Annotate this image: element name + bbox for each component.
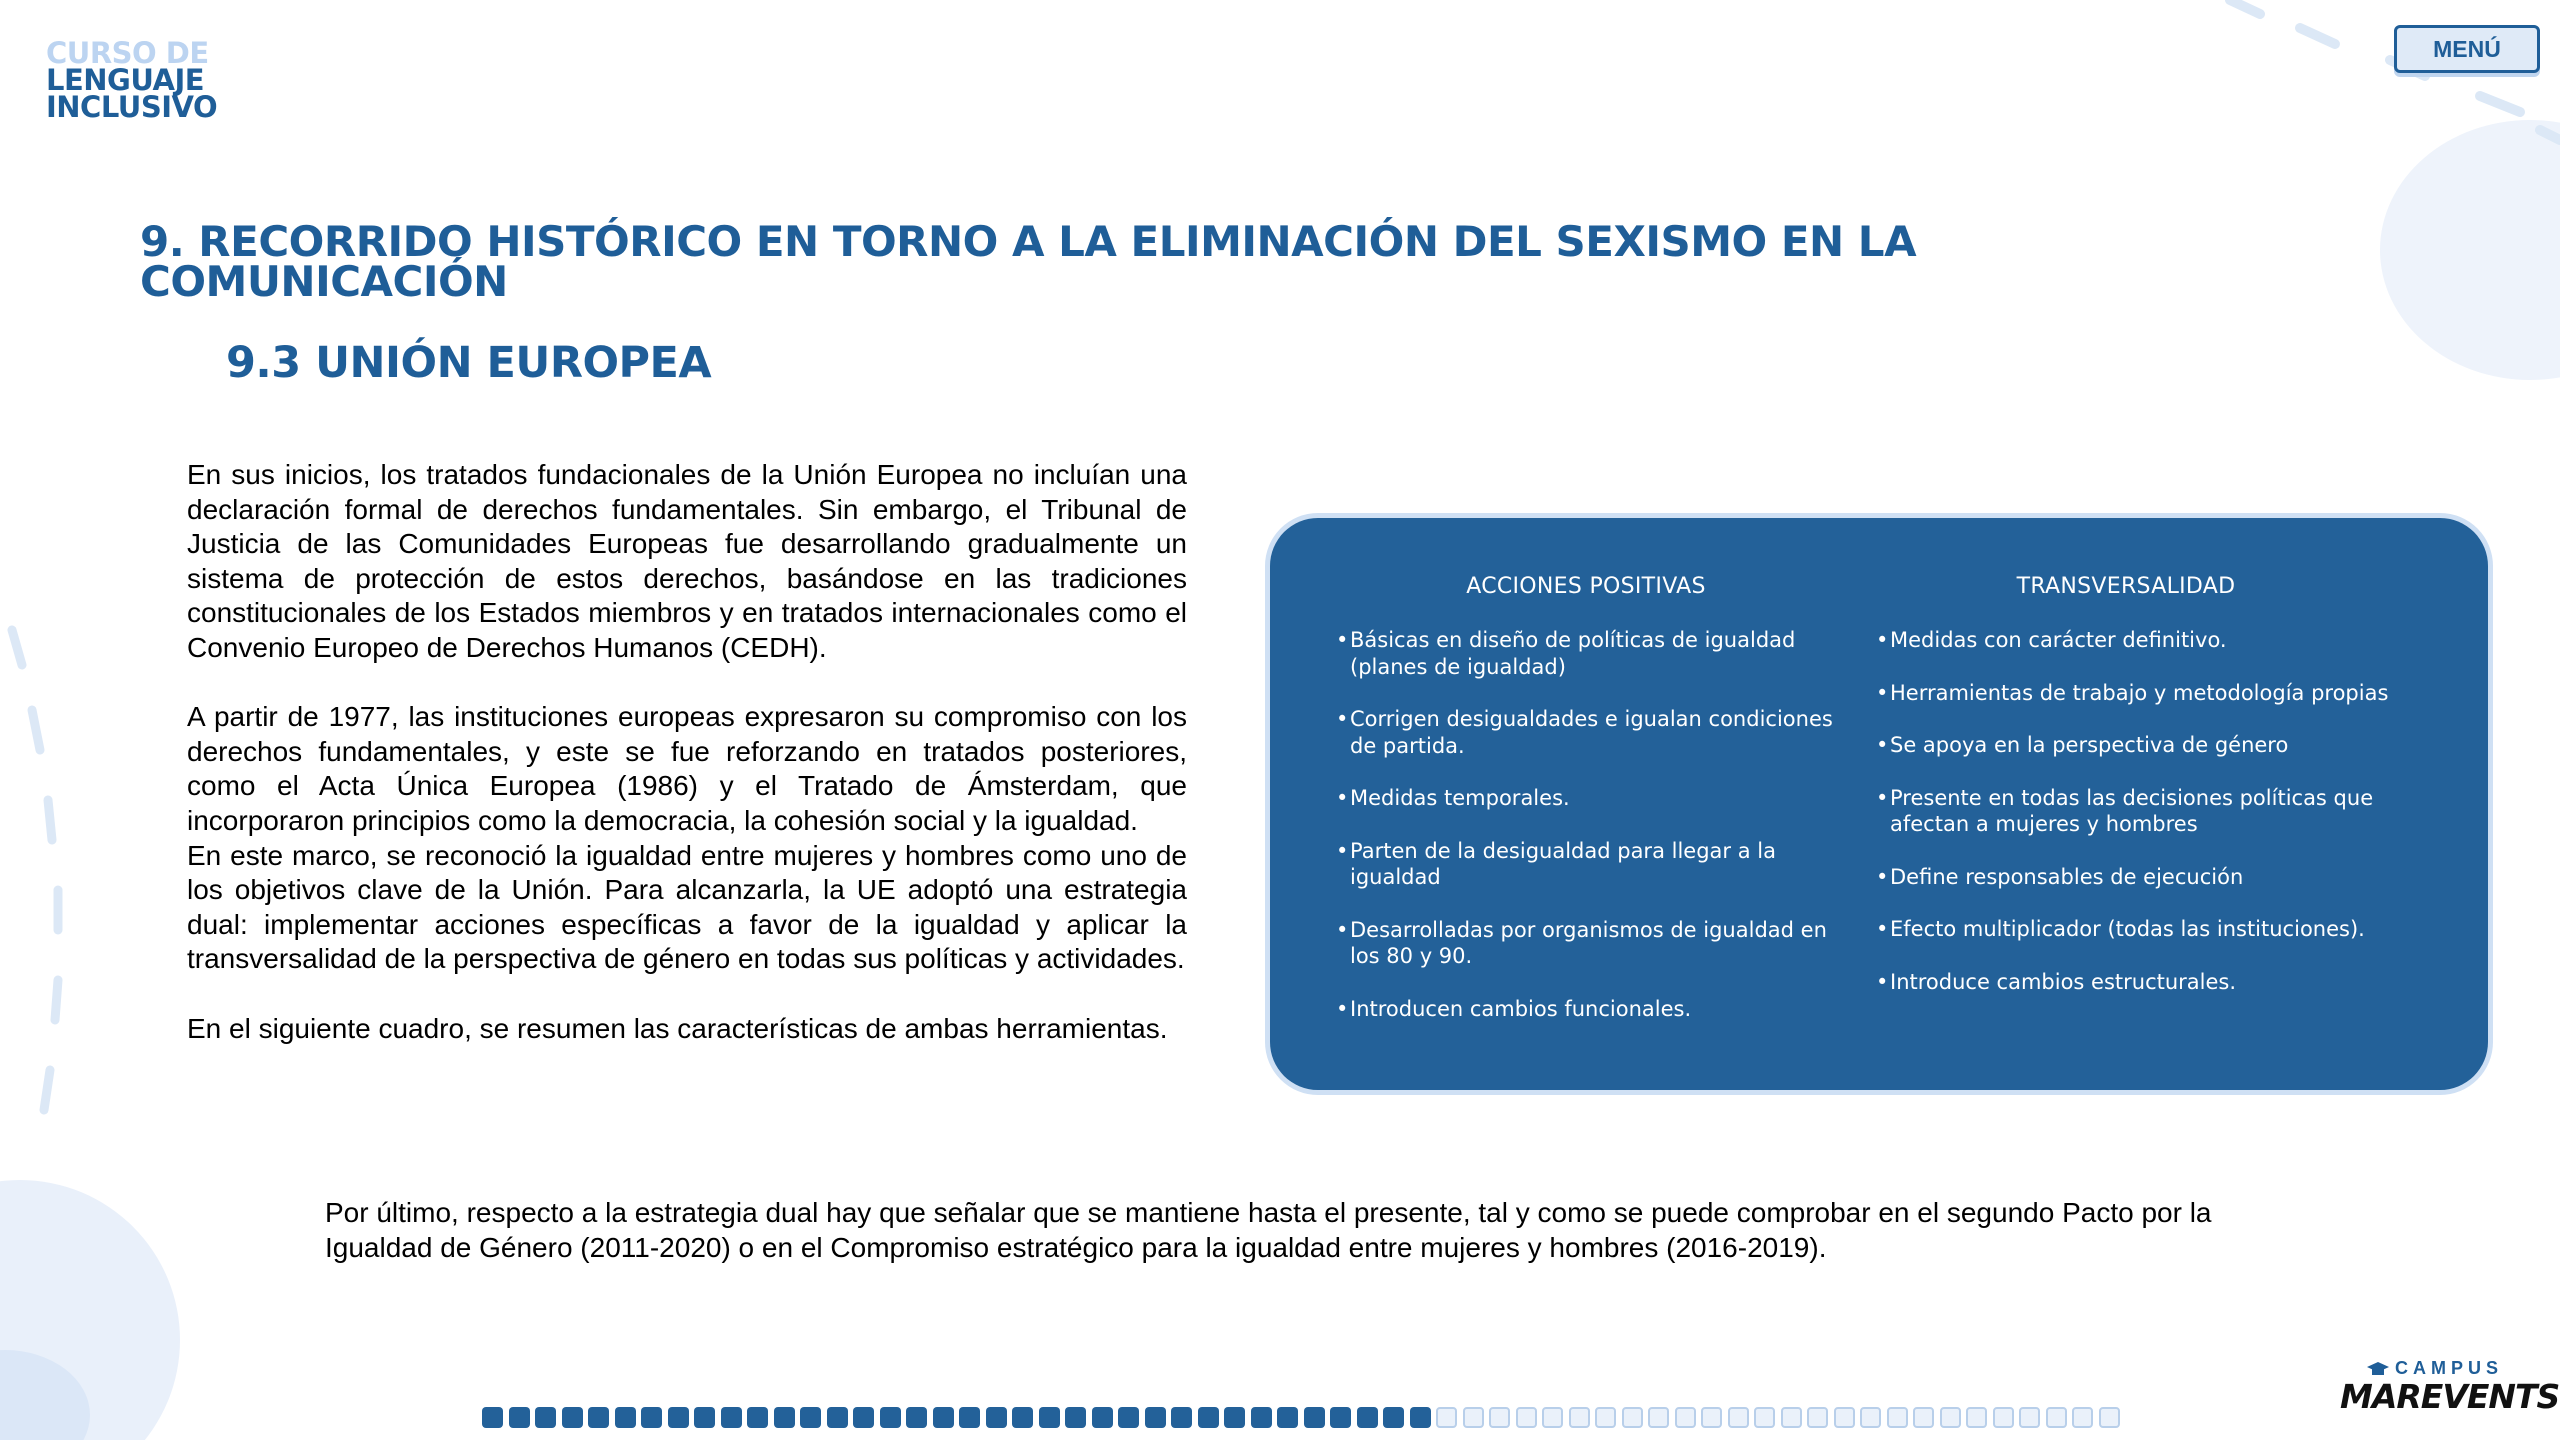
progress-step[interactable] [615,1407,636,1428]
list-item: • Herramientas de trabajo y metodología propias [1876,680,2446,707]
list-item: • Parten de la desigualdad para llegar a la igualdad [1336,838,1836,891]
list-item: • Define responsables de ejecución [1876,864,2446,891]
progress-step[interactable] [1012,1407,1033,1428]
progress-step[interactable] [1463,1407,1484,1428]
progress-step[interactable] [588,1407,609,1428]
progress-step[interactable] [1357,1407,1378,1428]
progress-step[interactable] [959,1407,980,1428]
decorative-blob [0,1350,90,1440]
progress-step[interactable] [1781,1407,1802,1428]
progress-step[interactable] [509,1407,530,1428]
progress-step[interactable] [800,1407,821,1428]
closing-paragraph: Por último, respecto a la estrategia dual hay que señalar que se mantiene hasta el presente, tal y como se puede comprobar en el segundo Pacto por la Igualdad de Género (2011-2020) o en el Compromiso estratégico para la igualdad entre mujeres y hombres (2016-2019). [325,1197,2212,1263]
brand-campus: CAMPUS [2394,1358,2503,1378]
progress-step[interactable] [1383,1407,1404,1428]
progress-step[interactable] [1728,1407,1749,1428]
positive-actions-column [1336,574,1836,1048]
progress-step[interactable] [1171,1407,1192,1428]
campus-marevents-logo [2340,1358,2560,1416]
progress-step[interactable] [1118,1407,1139,1428]
progress-step[interactable] [2019,1407,2040,1428]
progress-step[interactable] [1966,1407,1987,1428]
course-logo [46,36,218,124]
menu-button[interactable]: MENÚ [2394,25,2540,73]
progress-step[interactable] [1251,1407,1272,1428]
progress-step[interactable] [535,1407,556,1428]
list-item: • Presente en todas las decisiones políticas que afectan a mujeres y hombres [1876,785,2446,838]
progress-step[interactable] [1754,1407,1775,1428]
progress-step[interactable] [747,1407,768,1428]
progress-step[interactable] [1834,1407,1855,1428]
logo-line-1: CURSO DE [46,36,209,70]
progress-step[interactable] [1887,1407,1908,1428]
comparison-box [1270,518,2488,1090]
progress-step[interactable] [1092,1407,1113,1428]
progress-step[interactable] [1622,1407,1643,1428]
progress-step[interactable] [1993,1407,2014,1428]
progress-step[interactable] [933,1407,954,1428]
progress-step[interactable] [1410,1407,1431,1428]
progress-step[interactable] [1701,1407,1722,1428]
progress-step[interactable] [1542,1407,1563,1428]
progress-step[interactable] [1224,1407,1245,1428]
progress-step[interactable] [1648,1407,1669,1428]
progress-step[interactable] [1516,1407,1537,1428]
list-item: • Corrigen desigualdades e igualan condiciones de partida. [1336,706,1836,759]
progress-step[interactable] [1145,1407,1166,1428]
column-heading: TRANSVERSALIDAD [2016,574,2236,599]
progress-step[interactable] [1304,1407,1325,1428]
progress-step[interactable] [694,1407,715,1428]
column-heading: ACCIONES POSITIVAS [1466,574,1706,599]
list-item: • Medidas con carácter definitivo. [1876,627,2446,654]
decorative-blob [2380,120,2560,380]
list-item: • Medidas temporales. [1336,785,1836,812]
mainstreaming-column [1876,574,2446,1021]
progress-step[interactable] [2046,1407,2067,1428]
list-item: • Se apoya en la perspectiva de género [1876,732,2446,759]
progress-step[interactable] [562,1407,583,1428]
list-item: • Introduce cambios estructurales. [1876,969,2446,996]
paragraph: En este marco, se reconoció la igualdad entre mujeres y hombres como uno de los objetivos clave de la Unión. Para alcanzarla, la UE adoptó una estrategia dual: implementar acciones específicas a favor de la igualdad y aplicar la transversalidad de la perspectiva de género en todas sus políticas y actividades. [187,839,1187,975]
logo-line-3: INCLUSIVO [46,90,218,124]
progress-step[interactable] [2099,1407,2120,1428]
progress-step[interactable] [1675,1407,1696,1428]
logo-line-2: LENGUAJE [46,63,205,97]
progress-step[interactable] [906,1407,927,1428]
body-text [187,458,1187,1046]
progress-step[interactable] [1436,1407,1457,1428]
progress-step[interactable] [482,1407,503,1428]
progress-step[interactable] [986,1407,1007,1428]
list-item: • Básicas en diseño de políticas de igualdad (planes de igualdad) [1336,627,1836,680]
progress-indicator [482,1407,2120,1428]
graduation-cap-icon [2367,1362,2389,1376]
progress-step[interactable] [721,1407,742,1428]
progress-step[interactable] [1330,1407,1351,1428]
decorative-dashes [2100,0,2560,160]
list-item: • Introducen cambios funcionales. [1336,996,1836,1023]
list-item: • Efecto multiplicador (todas las instituciones). [1876,916,2446,943]
progress-step[interactable] [1198,1407,1219,1428]
list-item: • Desarrolladas por organismos de igualdad en los 80 y 90. [1336,917,1836,970]
section-subtitle: 9.3 UNIÓN EUROPEA [226,338,712,388]
progress-step[interactable] [1595,1407,1616,1428]
progress-step[interactable] [853,1407,874,1428]
brand-name: MAREVENTS [2340,1377,2560,1416]
progress-step[interactable] [880,1407,901,1428]
progress-step[interactable] [1569,1407,1590,1428]
progress-step[interactable] [1489,1407,1510,1428]
progress-step[interactable] [2072,1407,2093,1428]
progress-step[interactable] [1065,1407,1086,1428]
decorative-blob [0,1180,180,1440]
paragraph: En sus inicios, los tratados fundacionales de la Unión Europea no incluían una declaración formal de derechos fundamentales. Sin embargo, el Tribunal de Justicia de las Comunidades Europeas fue desarrollando gradualmente un sistema de protección de estos derechos, basándose en las tradiciones constitucionales de los Estados miembros y en tratados internacionales como el Convenio Europeo de Derechos Humanos (CEDH). [187,459,1187,663]
page-title: 9. RECORRIDO HISTÓRICO EN TORNO A LA ELIMINACIÓN DEL SEXISMO EN LA COMUNICACIÓN [140,217,1917,306]
progress-step[interactable] [1807,1407,1828,1428]
paragraph: A partir de 1977, las instituciones europeas expresaron su compromiso con los derechos fundamentales, y este se fue reforzando en tratados posteriores, como el Acta Única Europea (1986) y el Tratado de Ámsterdam, que incorporaron principios como la democracia, la cohesión social y la igualdad. [187,701,1187,836]
progress-step[interactable] [774,1407,795,1428]
progress-step[interactable] [668,1407,689,1428]
progress-step[interactable] [1940,1407,1961,1428]
progress-step[interactable] [1860,1407,1881,1428]
progress-step[interactable] [641,1407,662,1428]
decorative-dashes [0,610,80,1170]
progress-step[interactable] [1277,1407,1298,1428]
paragraph: En el siguiente cuadro, se resumen las características de ambas herramientas. [187,1012,1168,1044]
progress-step[interactable] [1913,1407,1934,1428]
progress-step[interactable] [827,1407,848,1428]
progress-step[interactable] [1039,1407,1060,1428]
